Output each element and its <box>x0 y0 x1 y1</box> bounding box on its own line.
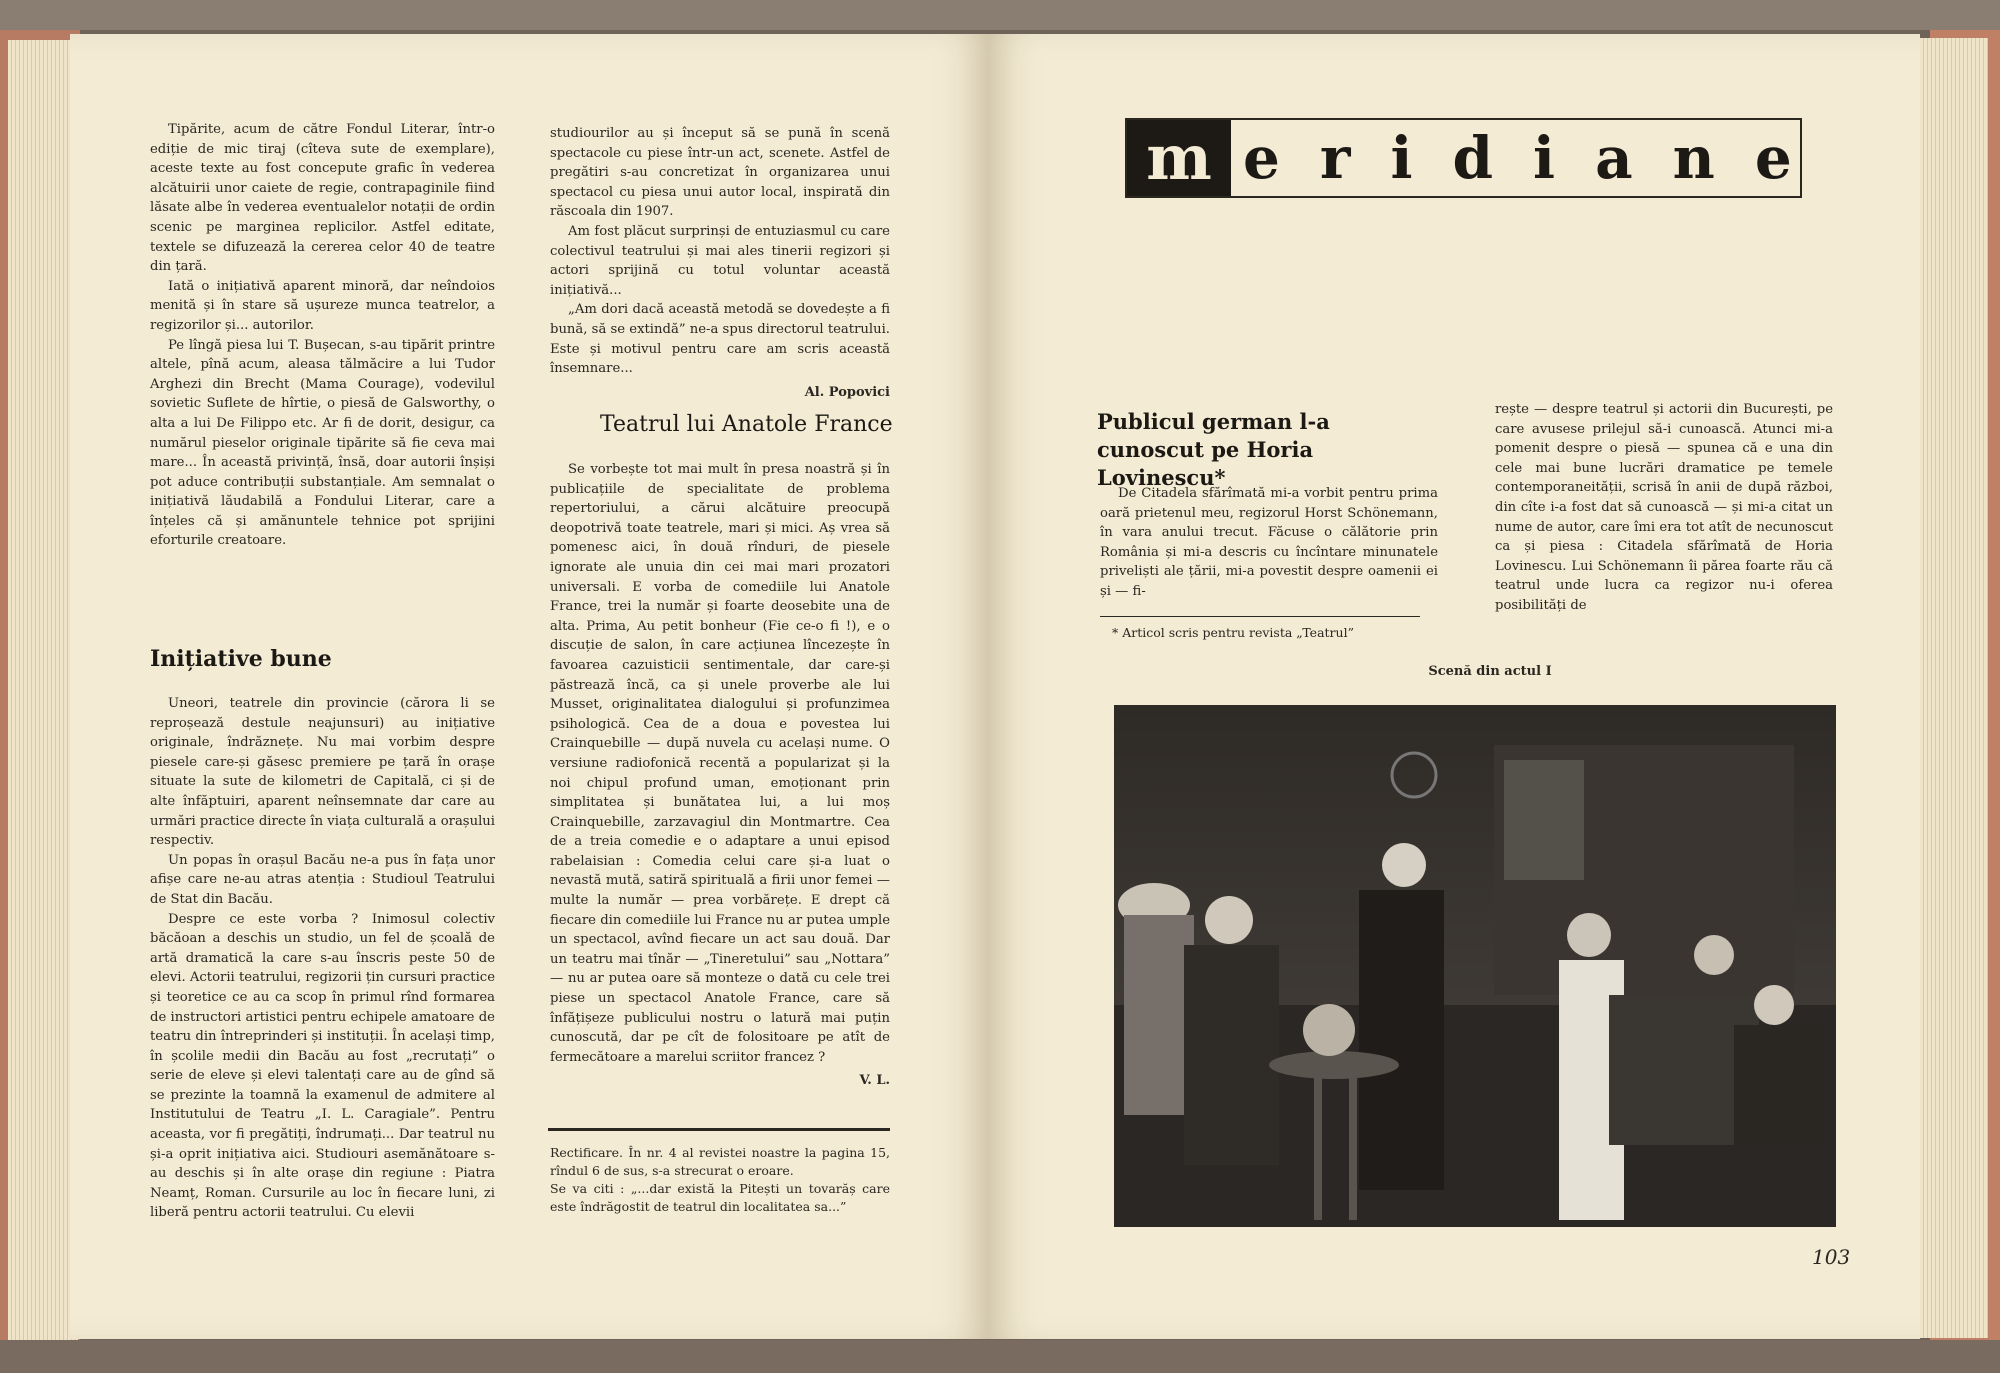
paragraph: Un popas în orașul Bacău ne-a pus în fața unor afișe care ne-au atras atenția : Studioul Teatrului de Stat din Bacău. <box>150 852 495 907</box>
france-article <box>550 460 890 1091</box>
left-page-edges <box>8 40 78 1345</box>
left-column-initiative <box>150 694 495 1223</box>
paragraph: Despre ce este vorba ? Inimosul colectiv băcăoan a deschis un studio, un fel de școală de artă dramatică la care s-au înscris peste 50 de elevi. Actorii teatrului, regizorii țin cursuri practice și teoretice ce au ca scop în primul rînd formarea de instructori artistici pentru echipele amatoare de teatru din întreprinderi și instituții. În același timp, în școlile medii din Bacău au fost „recrutați” o serie de eleve și elevi talentați care au de gînd să se prezinte la toamnă la examenul de admitere al Institutului de Teatru „I. L. Caragiale”. Pentru aceasta, vor fi pregătiți, îndrumați... Dar teatrul nu și-a oprit inițiativa aici. Studiouri asemănătoare s-au deschis și în alte orașe din regiune : Piatra Neamț, Roman. Cursurile au loc în fiecare luni, zi liberă pentru actorii teatrului. Cu elevii <box>150 911 495 1221</box>
page-number: 103 <box>1812 1245 1851 1269</box>
paragraph: Pe lîngă piesa lui T. Bușecan, s-au tipărit printre altele, pînă acum, aleasa tălmăcire a lui Tudor Arghezi din Brecht (Mama Courage), vodevilul sovietic Suflete de hîrtie, o piesă de Galsworthy, o alta a lui De Filippo etc. Ar fi de dorit, desigur, ca numărul pieselor originale tipărite să fie ceva mai mare... În această privință, însă, doar autorii înșiși pot aduce contribuții substanțiale. Am semnalat o inițiativă lăudabilă a Fondului Literar, care a înțeles că și amănuntele tehnice pot sprijini eforturile creatoare. <box>150 337 495 549</box>
masthead <box>1125 118 1832 198</box>
france-heading: Teatrul lui Anatole France <box>600 412 893 437</box>
paragraph: Iată o inițiativă aparent minoră, dar neîndoios menită și în stare să ușureze munca teatrelor, a regizorilor și... autorilor. <box>150 278 495 333</box>
rectification-note <box>550 1144 890 1216</box>
paragraph: Am fost plăcut surprinși de entuziasmul cu care colectivul teatrului și mai ales tinerii regizori și actori sprijină cu totul voluntar această inițiativă... <box>550 223 890 298</box>
paragraph: studiourilor au și început să se pună în scenă spectacole cu piese într-un act, scenete. Astfel de pregătiri s-au concretizat în organizarea unui spectacol cu piesa unui autor local, inspirată din răscoala din 1907. <box>550 126 890 220</box>
article-column-2 <box>1495 400 1833 616</box>
masthead-first-letter: m <box>1127 120 1231 196</box>
stage-photo-image <box>1114 705 1836 1227</box>
background-bottom <box>0 1340 2000 1373</box>
left-column-intro <box>150 120 495 551</box>
divider <box>548 1128 890 1131</box>
paragraph: Se vorbește tot mai mult în presa noastră și în publicațiile de specialitate de problema repertoriului, a cărui alcătuire preocupă deopotrivă toate teatrele, mari și mici. Aș vrea să pomenesc aici, în două rînduri, de piesele ignorate ale unuia din cei mai mari prozatori universali. E vorba de comediile lui Anatole France, trei la număr și foarte deosebite una de alta. Prima, Au petit bonheur (Fie ce-o fi !), e o discuție de salon, în care acțiunea lîncezește în favoarea cazuisticii sentimentale, dar care-și păstrează încă, ca și unele proverbe ale lui Musset, originalitatea dialogului și profunzimea psihologică. Cea de a doua e povestea lui Crainquebille — după nuvela cu același nume. O versiune radiofonică recentă a popularizat și la noi chipul profund uman, emoționant prin simplitatea și bunătatea lui, a lui moș Crainquebille, zarzavagiul din Montmartre. Cea de a treia comedie e o adaptare a unui episod rabelaisian : Comedia celui care și-a luat o nevastă mută, satiră spirituală a firii unor femei — multe la număr — prea vorbărețe. E drept că fiecare din comediile lui France nu ar putea umple un spectacol, avînd fiecare un act sau două. Dar un teatru mai tînăr — „Tineretului” sau „Nottara” — nu ar putea oare să monteze o dată cu cele trei piese un spectacol Anatole France, care să înfățișeze publicului nostru o latură mai puțin cunoscută, dar pe cît de folositoare pe atît de fermecătoare a marelui scriitor francez ? <box>550 462 890 1065</box>
article-heading: Publicul german l-a cunoscut pe Horia Lovinescu* <box>1097 409 1330 490</box>
paragraph: „Am dori dacă această metodă se dovedește a fi bună, să se extindă” ne-a spus directorul teatrului. Este și motivul pentru care am scris această însemnare... <box>550 302 891 377</box>
photo-caption: Scenă din actul I <box>1428 664 1552 679</box>
paragraph: De Citadela sfărîmată mi-a vorbit pentru prima oară prietenul meu, regizorul Horst Schönemann, în vara anului trecut. Făcuse o călătorie prin România și mi-a descris cu încîntare minunatele priveliști ale țării, mi-a povestit despre oamenii ei și — fi- <box>1100 486 1438 599</box>
paragraph: Tipărite, acum de către Fondul Literar, într-o ediție de mic tiraj (cîteva sute de exemplare), aceste texte au fost concepute grafic în vederea alcătuirii unor caiete de regie, contrapaginile fiind lăsate albe în vederea eventualelor notații de ordin scenic pe marginea replicilor. Astfel editate, textele se difuzează la cererea celor 40 de teatre din țară. <box>150 122 495 275</box>
author-signature: Al. Popovici <box>804 384 890 400</box>
paragraph: Uneori, teatrele din provincie (cărora li se reproșează destule neajunsuri) au inițiative originale, îndrăznețe. Nu mai vorbim despre piesele care-și găsesc premiere pe țară în orașe situate la sute de kilometri de Capitală, ci și de alte înfăptuiri, aparent neînsemnate dar care au urmări practice directe în viața culturală a orașului respectiv. <box>150 696 495 849</box>
stage-photo <box>1114 705 1836 1227</box>
paragraph: Se va citi : „...dar există la Pitești un tovarăș care este îndrăgostit de teatrul din localitatea sa...” <box>550 1181 890 1214</box>
article-column-1 <box>1100 484 1438 602</box>
footnote: * Articol scris pentru revista „Teatrul” <box>1112 625 1354 640</box>
masthead-title: eridiane <box>1243 124 1832 192</box>
paragraph: rește — despre teatrul și actorii din București, pe care avusese prilejul să-i cunoască. Atunci mi-a pomenit despre o piesă — spunea că e una din cele mai bune lucrări dramatice pe temele contemporaneității, scrisă în anii de după război, din cîte i-a fost dat să cunoască — și mi-a citat un nume de autor, care îmi era tot atît de necunoscut ca și piesa : Citadela sfărîmată de Horia Lovinescu. Lui Schönemann îi părea foarte rău că teatrul unde lucra ca regizor nu-i oferea posibilități de <box>1495 402 1833 613</box>
background-top <box>0 0 2000 30</box>
paragraph: Rectificare. În nr. 4 al revistei noastre la pagina 15, rîndul 6 de sus, s-a strecurat o eroare. <box>550 1145 890 1178</box>
footnote-rule <box>1100 616 1420 617</box>
initiative-heading: Inițiative bune <box>150 646 332 672</box>
author-signature: V. L. <box>859 1073 890 1089</box>
right-page-edges <box>1920 38 1988 1338</box>
second-column-continuation <box>550 124 890 402</box>
